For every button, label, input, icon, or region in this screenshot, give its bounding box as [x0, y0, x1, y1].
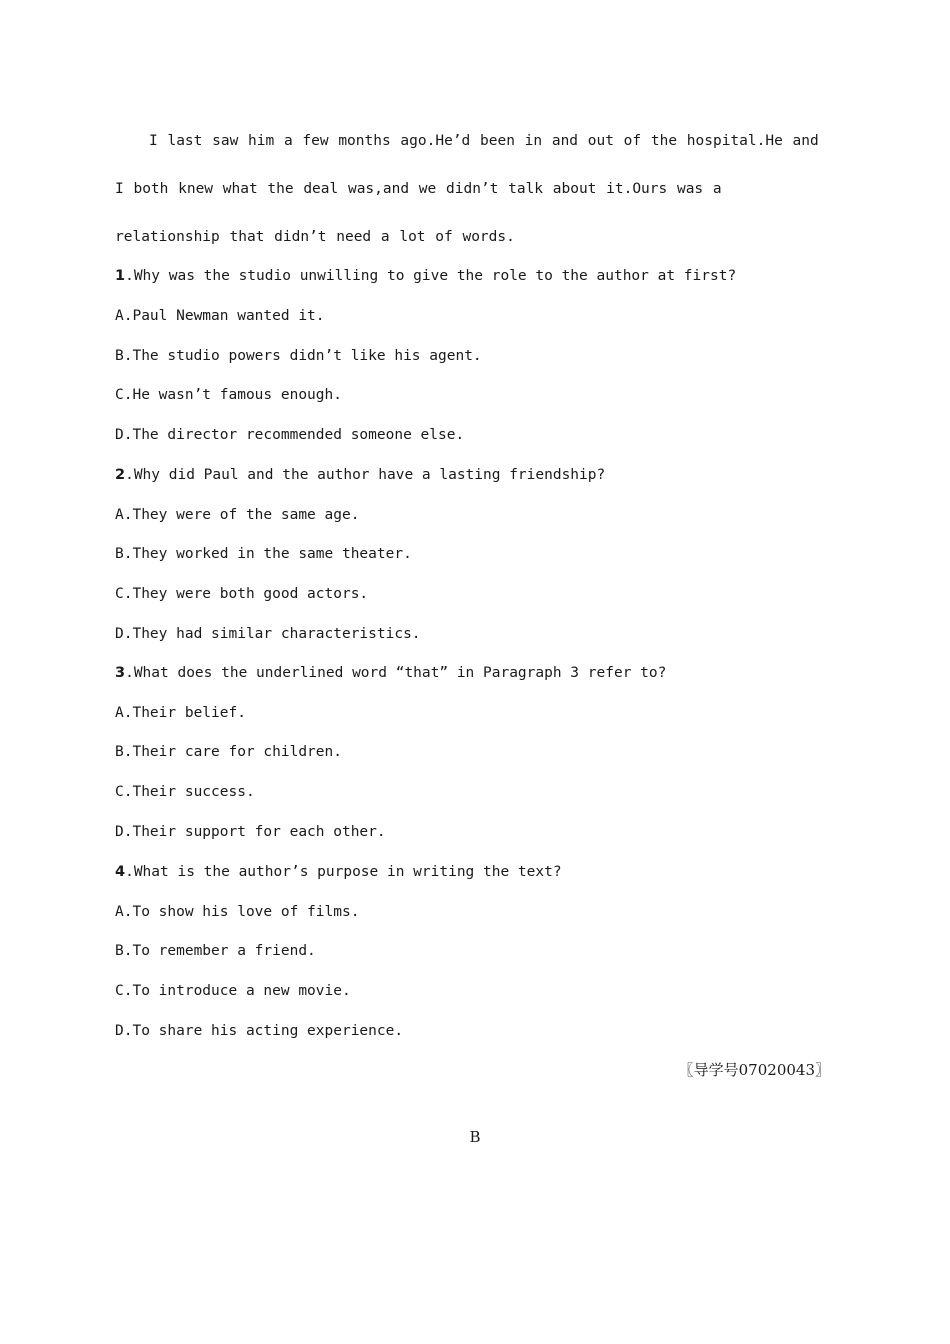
option-d: D.Their support for each other. — [115, 824, 386, 840]
question-number: 3 — [115, 665, 126, 681]
option-a: A.To show his love of films. — [115, 904, 360, 920]
reference-number: 〖导学号07020043〗 — [678, 1061, 830, 1079]
option-c: C.Their success. — [115, 784, 255, 800]
question-stem — [115, 663, 666, 683]
option-c: C.He wasn’t famous enough. — [115, 387, 342, 403]
question-text: .What is the author’s purpose in writing the text? — [125, 864, 562, 880]
option-b: B.They worked in the same theater. — [115, 546, 412, 562]
question-number: 1 — [115, 268, 126, 284]
question-text: .Why was the studio unwilling to give the role to the author at first? — [125, 268, 737, 284]
option-b: B.To remember a friend. — [115, 943, 316, 959]
section-heading: B — [469, 1128, 481, 1146]
option-d: D.The director recommended someone else. — [115, 427, 465, 443]
option-d: D.To share his acting experience. — [115, 1023, 404, 1039]
question-stem — [115, 266, 736, 286]
question-text: .Why did Paul and the author have a lasting friendship? — [125, 467, 606, 483]
passage-paragraph: I last saw him a few months ago.He’d been in and out of the hospital.He and I both knew what the deal was,and we didn’t talk about it.Ours was a relationship that didn’t need a lot of words. — [115, 133, 819, 245]
option-d: D.They had similar characteristics. — [115, 626, 421, 642]
question-number: 4 — [115, 864, 126, 880]
option-b: B.Their care for children. — [115, 744, 342, 760]
question-text: .What does the underlined word “that” in Paragraph 3 refer to? — [125, 665, 667, 681]
question-number: 2 — [115, 467, 126, 483]
option-a: A.Paul Newman wanted it. — [115, 308, 325, 324]
question-stem — [115, 862, 562, 882]
option-c: C.They were both good actors. — [115, 586, 369, 602]
option-a: A.Their belief. — [115, 705, 246, 721]
option-b: B.The studio powers didn’t like his agent. — [115, 348, 482, 364]
question-stem — [115, 465, 605, 485]
option-a: A.They were of the same age. — [115, 507, 360, 523]
option-c: C.To introduce a new movie. — [115, 983, 351, 999]
